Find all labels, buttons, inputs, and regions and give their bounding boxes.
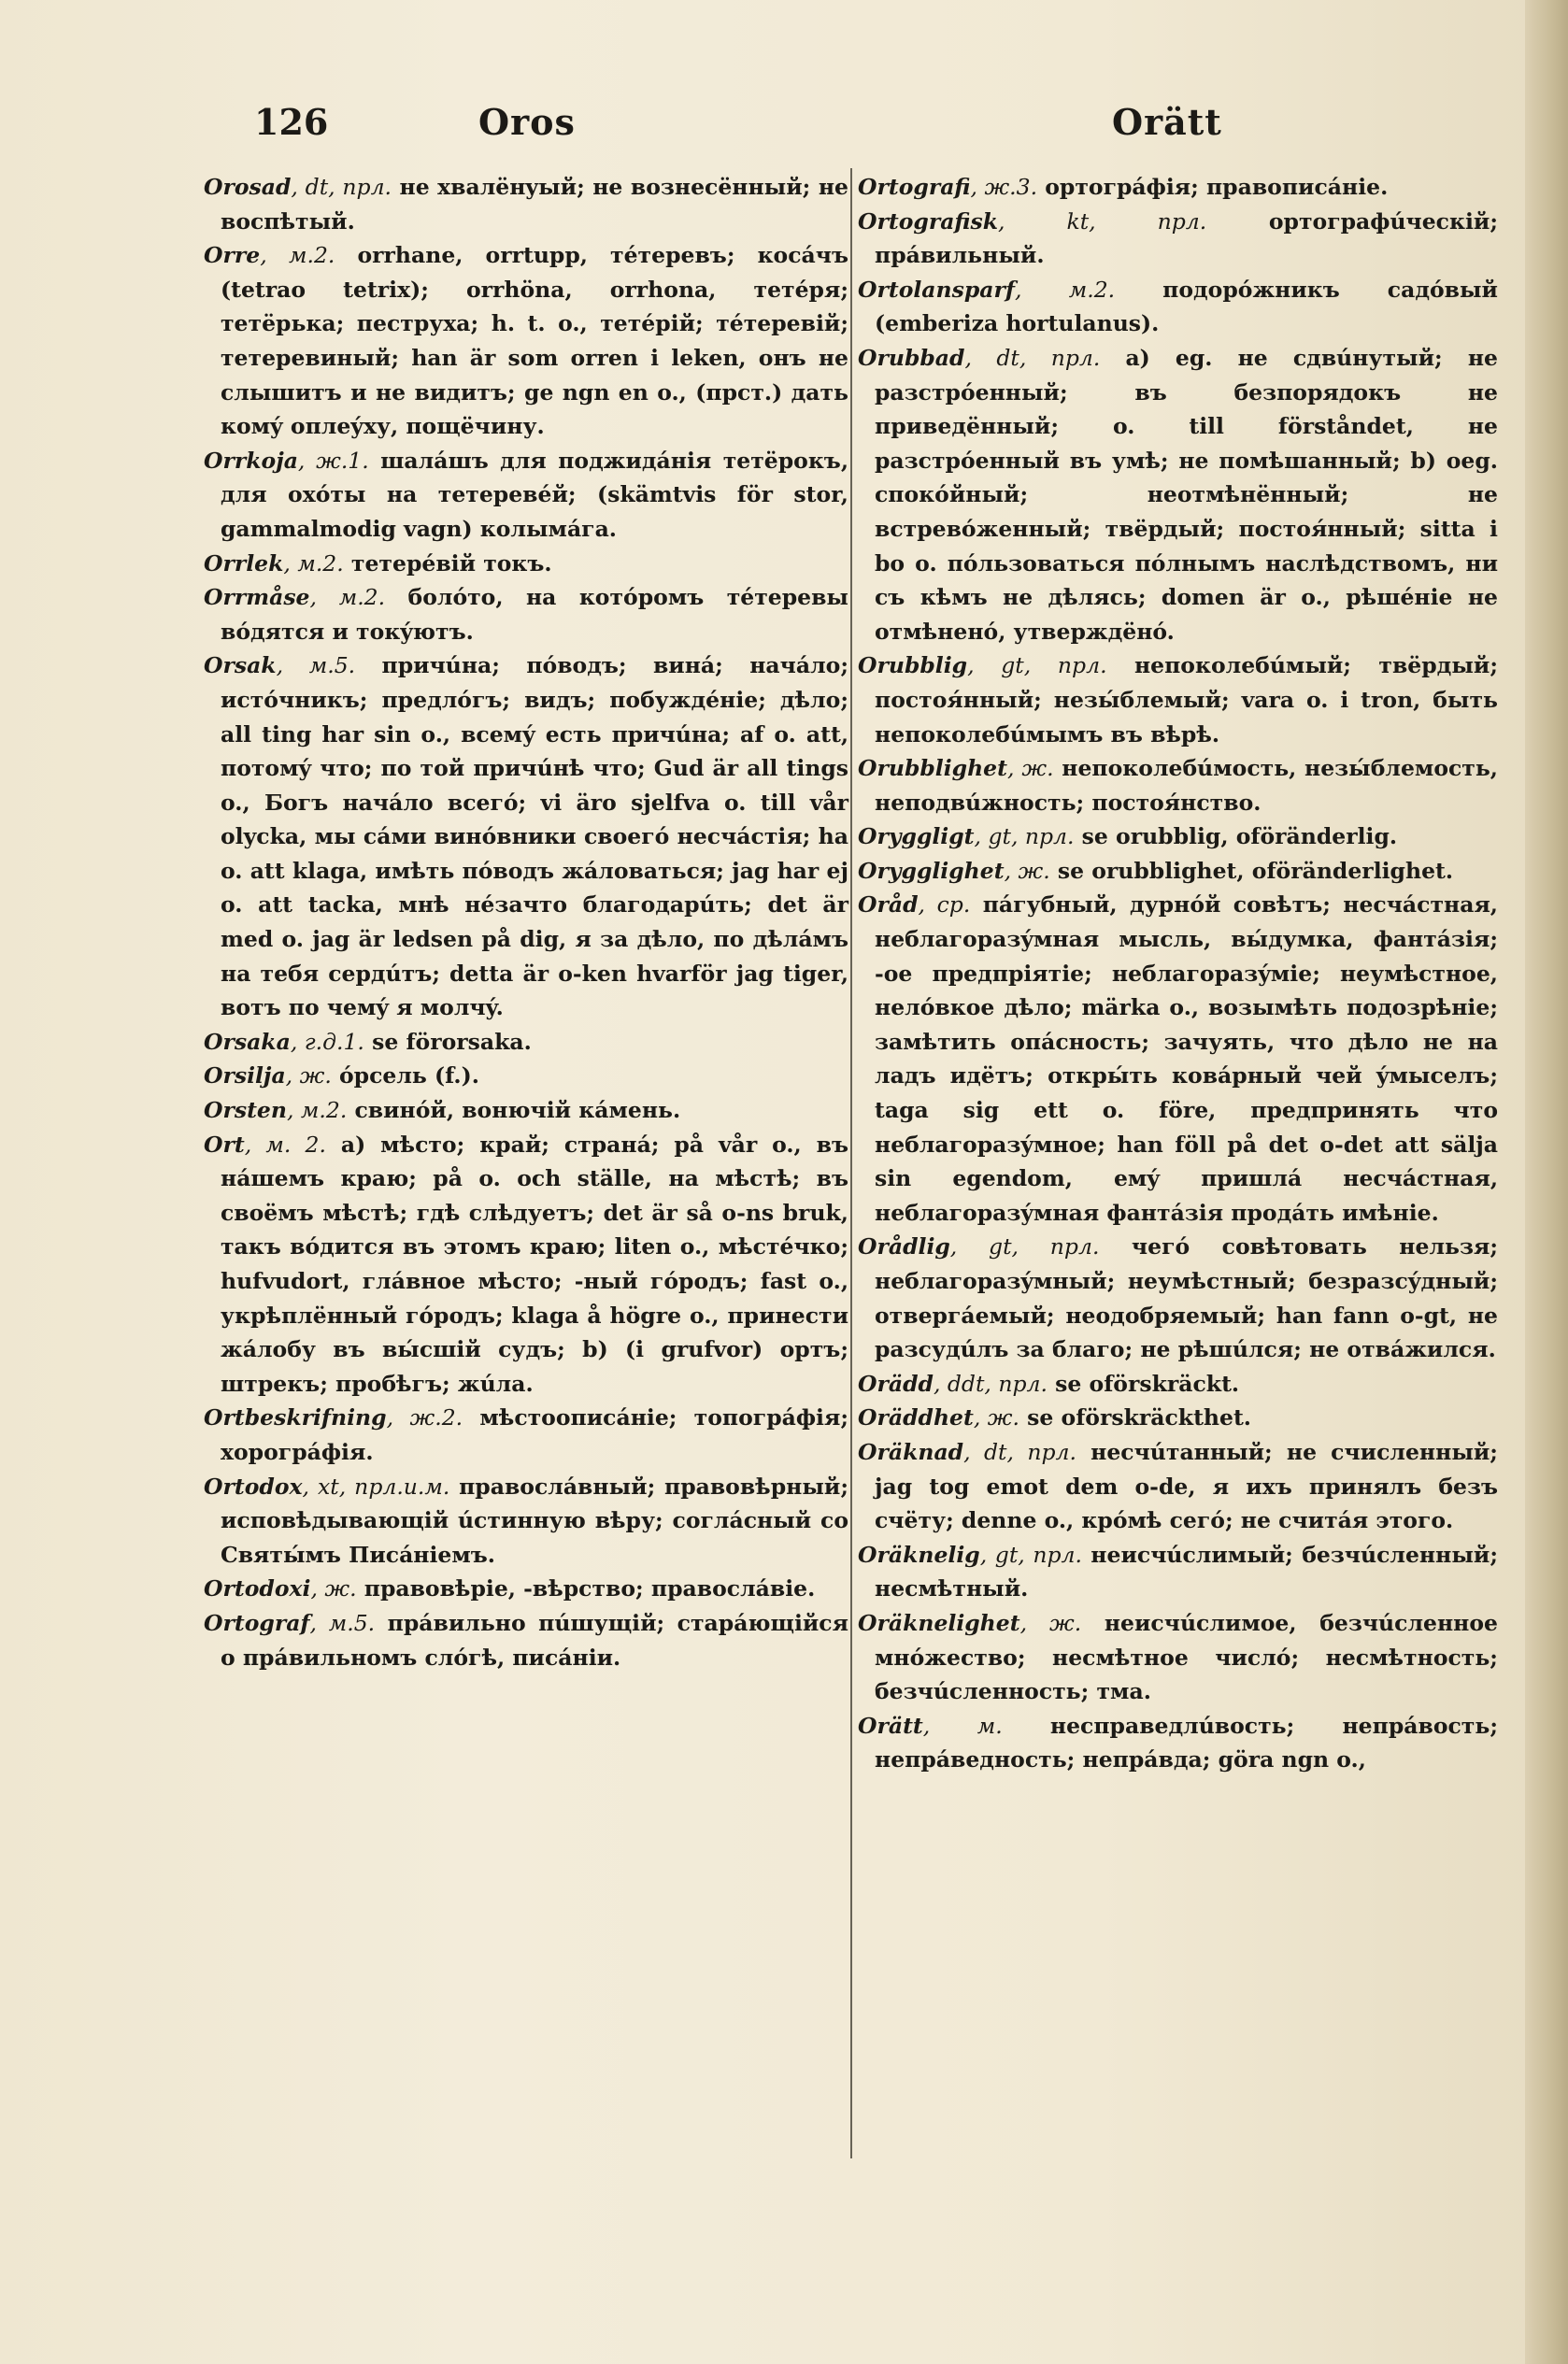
left-column xyxy=(204,170,848,1674)
entry-headword: Orrkoja xyxy=(204,447,298,474)
dictionary-entry xyxy=(204,547,848,581)
entry-headword: Oräknad xyxy=(858,1438,964,1465)
dictionary-entry xyxy=(204,1401,848,1469)
entry-grammar: , м.2. xyxy=(283,549,344,577)
entry-definition: неисчúслимое, безчúсленное мнóжество; несмѣтное числó; несмѣтность; безчúсленность; тма. xyxy=(875,1609,1498,1705)
entry-grammar: , kt, прл. xyxy=(998,207,1207,235)
dictionary-entry xyxy=(204,444,848,547)
dictionary-entry xyxy=(204,648,848,1025)
entry-headword: Oråd xyxy=(858,891,919,919)
dictionary-entry xyxy=(858,854,1498,889)
dictionary-entry xyxy=(858,205,1498,273)
entry-headword: Orådlig xyxy=(858,1233,950,1260)
entry-grammar: , dt, прл. xyxy=(291,174,392,200)
guide-word-right: Orätt xyxy=(1112,101,1222,143)
entry-grammar: , ж. xyxy=(973,1404,1019,1431)
entry-headword: Ortografi xyxy=(858,174,971,200)
entry-definition: se oförskräckt. xyxy=(1047,1370,1240,1397)
entry-headword: Ort xyxy=(204,1131,245,1158)
dictionary-entry xyxy=(858,1435,1498,1538)
entry-grammar: , м.2. xyxy=(309,584,386,611)
entry-grammar: , г.д.1. xyxy=(290,1028,364,1055)
entry-headword: Orsak xyxy=(204,652,277,679)
entry-definition: se orubblig, oföränderlig. xyxy=(1074,823,1398,850)
entry-definition: шалáшъ для поджидáнія тетёрокъ, для охóты на тетеревéй; (skämtvis för stor, gammalmodig vagn) колымáга. xyxy=(221,447,849,542)
entry-definition: orrhane, orrtupp, тéтеревъ; косáчъ (tetrao tetrix); orrhöna, orrhona, тетéря; тетёрька; пеструха; h. t. o., тетéрій; тéтеревій; тетеревиный; han är som orren i leken, онъ не слышитъ и не видитъ; ge ngn en o., (прст.) дать комý оплеýху, пощёчину. xyxy=(221,242,848,440)
entry-grammar: , ж. xyxy=(285,1062,332,1089)
entry-headword: Orubbad xyxy=(858,344,965,371)
entry-definition: несчúтанный; не счислeнный; jag tog emot dem o-de, я ихъ принялъ безъ счёту; denne o., крóмѣ сегó; не считáя этого. xyxy=(875,1438,1498,1534)
entry-headword: Orsilja xyxy=(204,1062,286,1089)
entry-headword: Orubblighet xyxy=(858,755,1007,782)
entry-grammar: , gt, прл. xyxy=(949,1233,1100,1260)
dictionary-entry xyxy=(858,648,1498,751)
dictionary-entry xyxy=(204,238,848,444)
guide-word-left: Oros xyxy=(478,101,576,143)
entry-definition: правослáвный; правовѣрный; исповѣдывающій úстинную вѣру; соглáсный со Святы́мъ Писáніемъ. xyxy=(221,1473,848,1568)
entry-headword: Orosad xyxy=(204,174,292,200)
running-header xyxy=(0,101,1568,153)
entry-definition: a) eg. не сдвúнутый; не разстрóенный; въ безпорядокъ не приведённый; o. till förståndet, не разстрóенный въ умѣ; не помѣшанный; b) oeg. спокóйный; неотмѣнённый; не встревóженный; твёрдый; постоя́нный; sitta i bo o. пóльзоваться пóлнымъ наслѣдствомъ, ни съ кѣмъ не дѣлясь; domen är o., рѣшéніе не отмѣненó, утверждёнó. xyxy=(875,344,1498,645)
entry-grammar: , dt, прл. xyxy=(963,1438,1076,1465)
entry-headword: Ortolansparf xyxy=(858,276,1015,303)
entry-definition: свинóй, вонючій кáмень. xyxy=(347,1097,681,1124)
entry-grammar: , gt, прл. xyxy=(974,823,1075,850)
entry-grammar: , ж.2. xyxy=(386,1404,463,1431)
entry-headword: Oräknelig xyxy=(858,1541,980,1568)
entry-headword: Ortodoxi xyxy=(204,1575,311,1602)
dictionary-entry xyxy=(204,1572,848,1606)
entry-definition: ортографúческій; прáвильный. xyxy=(875,207,1498,269)
entry-grammar: , dt, прл. xyxy=(964,344,1101,371)
entry-headword: Orre xyxy=(204,242,261,269)
entry-grammar: , ж. xyxy=(1019,1609,1082,1636)
entry-definition: несправедлúвость; непрáвость; непрáведность; непрáвда; göra ngn o., xyxy=(875,1712,1498,1773)
entry-definition: a) мѣсто; край; странá; på vår o., въ нáшемъ краю; på o. och ställe, на мѣстѣ; въ своёмъ мѣстѣ; гдѣ слѣдуетъ; det är så o-ns bruk, такъ вóдится въ этомъ краю; liten o., мѣстéчко; hufvudort, глáвное мѣсто; -ный гóродъ; fast o., укрѣплённый гóродъ; klaga å högre o., принести жáлобу въ вы́сшій судъ; b) (i grufvor) ортъ; штрекъ; пробѣгъ; жúла. xyxy=(221,1131,848,1397)
entry-headword: Orätt xyxy=(858,1712,923,1739)
entry-grammar: , ж.3. xyxy=(970,174,1038,200)
entry-grammar: , ж. xyxy=(1006,755,1054,782)
entry-definition: пáгубный, дурнóй совѣтъ; несчáстная, неблагоразýмная мысль, вы́думка, фантáзія; -ое предпріятіе; неблагоразýміе; неумѣстное, нелóвкое дѣло; märka o., возымѣть подозрѣніе; замѣтить опáсность; зачуять, что дѣло не на ладъ идётъ; откры́ть ковáрный чей ýмыселъ; taga sig ett o. före, предпринять что неблагоразýмное; han föll på det o-det att sälja sin egendom, емý пришлá несчáстная, неблагоразýмная фантáзія продáть имѣніе. xyxy=(875,891,1498,1226)
dictionary-entry xyxy=(858,1709,1498,1777)
entry-definition: болóто, на котóромъ тéтеревы вóдятся и токýютъ. xyxy=(221,584,848,645)
entry-headword: Orrlek xyxy=(204,549,284,577)
entry-definition: мѣстоописáніе; топогрáфія; хорогрáфія. xyxy=(221,1404,849,1465)
dictionary-entry xyxy=(204,1059,848,1093)
entry-grammar: , ж. xyxy=(1004,857,1050,884)
entry-grammar: , gt, прл. xyxy=(967,652,1107,679)
entry-definition: se orubblighet, oföränderlighet. xyxy=(1049,857,1454,884)
entry-headword: Oryggligt xyxy=(858,823,975,850)
entry-definition: подорóжникъ садóвый (emberiza hortulanus). xyxy=(875,276,1498,337)
dictionary-entry xyxy=(204,1093,848,1128)
dictionary-entry xyxy=(858,1367,1498,1402)
entry-grammar: , м. xyxy=(922,1712,1003,1739)
entry-definition: неисчúслимый; безчúсленный; несмѣтный. xyxy=(875,1541,1498,1602)
entry-headword: Oräddhet xyxy=(858,1404,974,1431)
entry-grammar: , gt, прл. xyxy=(979,1541,1082,1568)
entry-definition: непоколебúмость, незы́блемость, неподвúжность; постоя́нство. xyxy=(875,755,1498,816)
dictionary-entry xyxy=(858,1230,1498,1366)
entry-grammar: , м.2. xyxy=(260,242,335,269)
entry-headword: Ortbeskrifning xyxy=(204,1404,387,1431)
entry-definition: прáвильно пúшущій; старáющійся о прáвильномъ слóгѣ, писáніи. xyxy=(221,1609,848,1671)
entry-grammar: , м.2. xyxy=(286,1097,348,1124)
entry-definition: правовѣріе, -вѣрство; правослáвіе. xyxy=(356,1575,816,1602)
dictionary-entry xyxy=(204,170,848,238)
entry-grammar: , м.5. xyxy=(276,652,356,679)
entry-definition: ортогрáфія; правописáніе. xyxy=(1037,174,1389,200)
column-divider xyxy=(850,168,852,2158)
entry-definition: непоколебúмый; твёрдый; постоя́нный; незы́блемый; vara o. i tron, быть непоколебúмымъ въ вѣрѣ. xyxy=(875,652,1498,748)
entry-grammar: , ср. xyxy=(918,891,971,919)
entry-definition: чегó совѣтовать нельзя; неблагоразýмный; неумѣстный; безразсýдный; отвергáемый; неодобряемый; han fann o-gt, не разсудúлъ за благо; не рѣшúлся; не отвáжился. xyxy=(875,1233,1498,1363)
entry-definition: тетерéвій токъ. xyxy=(343,549,552,577)
dictionary-entry xyxy=(858,341,1498,648)
entry-headword: Ortograf xyxy=(204,1609,310,1636)
entry-definition: óрсель (f.). xyxy=(331,1062,479,1089)
dictionary-entry xyxy=(204,1128,848,1402)
right-column xyxy=(858,170,1498,1777)
entry-definition: se oförskräckthet. xyxy=(1019,1404,1251,1431)
entry-definition: причúна; пóводъ; винá; начáло; истóчникъ; предлóгъ; видъ; побуждéніе; дѣло; all ting har sin o., всемý есть причúна; af o. att, потомý что; по той причúнѣ что; Gud är all tings o., Богъ начáло всегó; vi äro sjelfva o. till vår olycka, мы сáми винóвники своегó несчáстія; ha o. att klaga, имѣть пóводъ жáловаться; jag har ej o. att tacka, мнѣ нéзачто благодарúть; det är med o. jag är ledsen på dig, я за дѣло, по дѣлáмъ на тебя сердúтъ; detta är o-ken hvarför jag tiger, вотъ по чемý я молчý. xyxy=(221,652,848,1021)
entry-headword: Ortografisk xyxy=(858,207,999,235)
entry-grammar: , м. 2. xyxy=(244,1131,326,1158)
dictionary-entry xyxy=(858,273,1498,341)
dictionary-entry xyxy=(204,580,848,648)
entry-grammar: , xt, прл.и.м. xyxy=(302,1473,450,1500)
entry-grammar: , м.5. xyxy=(309,1609,376,1636)
entry-definition: se förorsaka. xyxy=(363,1028,532,1055)
entry-headword: Ortodox xyxy=(204,1473,303,1500)
entry-headword: Orsten xyxy=(204,1097,287,1124)
entry-grammar: , ж. xyxy=(310,1575,357,1602)
dictionary-entry xyxy=(858,1538,1498,1606)
dictionary-entry xyxy=(204,1606,848,1674)
entry-grammar: , ж.1. xyxy=(297,447,369,474)
dictionary-entry xyxy=(204,1470,848,1573)
entry-headword: Orygglighet xyxy=(858,857,1005,884)
entry-headword: Orubblig xyxy=(858,652,968,679)
dictionary-entry xyxy=(858,751,1498,819)
entry-headword: Orrmåse xyxy=(204,584,310,611)
dictionary-entry xyxy=(204,1025,848,1060)
dictionary-entry xyxy=(858,888,1498,1230)
dictionary-entry xyxy=(858,170,1498,205)
dictionary-entry xyxy=(858,1606,1498,1709)
entry-grammar: , ddt, прл. xyxy=(933,1370,1048,1397)
dictionary-entry xyxy=(858,1401,1498,1435)
entry-definition: не хвалёнyый; не вознесённый; не воспѣтый. xyxy=(221,174,848,235)
book-edge xyxy=(1525,0,1568,2364)
dictionary-entry xyxy=(858,819,1498,854)
entry-headword: Oräknelighet xyxy=(858,1609,1020,1636)
entry-headword: Orsaka xyxy=(204,1028,291,1055)
entry-grammar: , м.2. xyxy=(1015,276,1116,303)
page-number: 126 xyxy=(254,101,329,143)
entry-headword: Orädd xyxy=(858,1370,934,1397)
